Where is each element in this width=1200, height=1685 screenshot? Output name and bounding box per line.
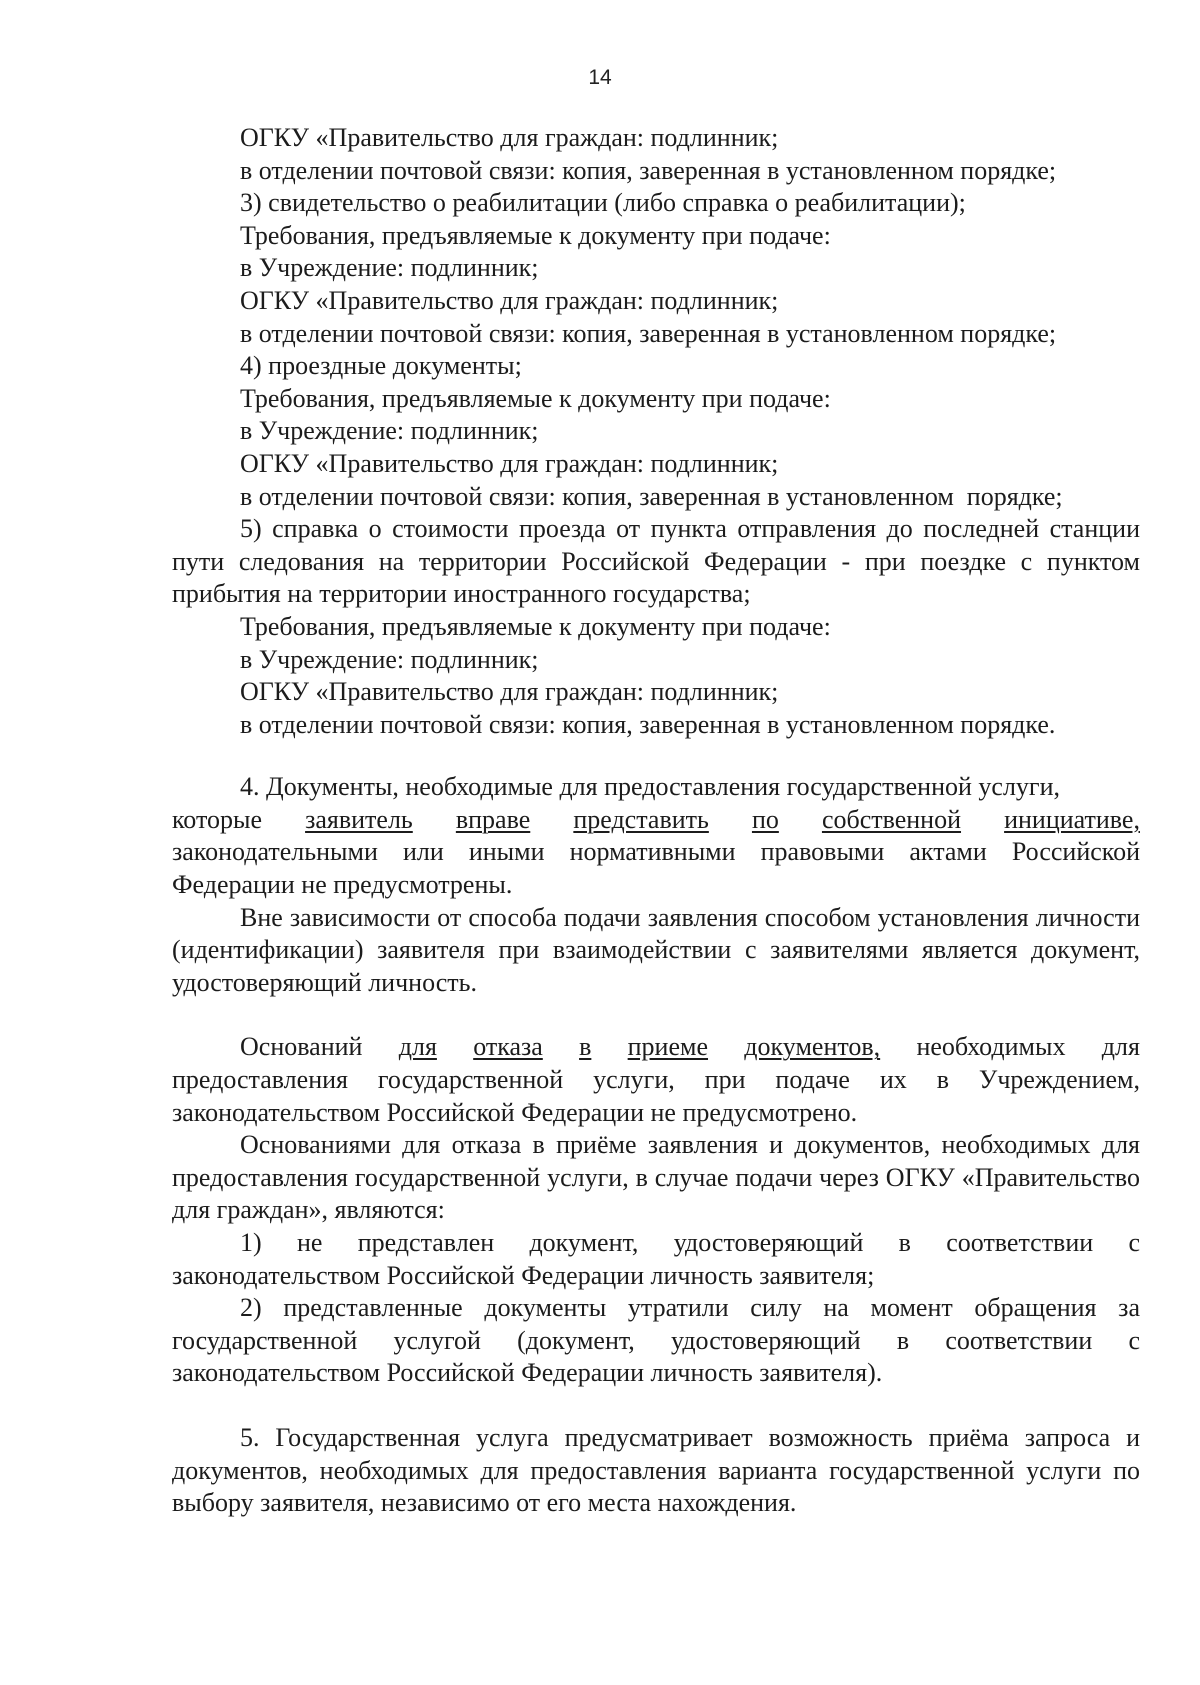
- section-4-heading-line: 4. Документы, необходимые для предоставления государственной услуги,: [240, 772, 1060, 802]
- item-5-paragraph: 5) справка о стоимости проезда от пункта отправления до последней станции пути следования на территории Российской Федерации - при поездке с пунктом прибытия на территории иностранного государства;: [172, 514, 1140, 609]
- underlined-word: вправе: [455, 804, 531, 834]
- page-number: 14: [588, 66, 612, 89]
- section-4-paragraph-2: Вне зависимости от способа подачи заявления способом установления личности (идентификации) заявителя при взаимодействии с заявителями является документ, удостоверяющий личность.: [172, 902, 1140, 997]
- underlined-word: инициативе,: [1004, 804, 1140, 834]
- text-line: в Учреждение: подлинник;: [240, 416, 539, 446]
- text-line: в отделении почтовой связи: копия, заверенная в установленном порядке;: [240, 318, 1057, 348]
- text-line: 4) проездные документы;: [240, 351, 522, 381]
- text-line: в Учреждение: подлинник;: [240, 644, 539, 674]
- underlined-word: в: [579, 1032, 592, 1062]
- section-5-paragraph: 5. Государственная услуга предусматривает возможность приёма запроса и документов, необходимых для предоставления варианта государственной услуги по выбору заявителя, независимо от его места нахождения.: [172, 1422, 1140, 1518]
- underlined-word: приеме: [627, 1032, 709, 1062]
- text-line: ОГКУ «Правительство для граждан: подлинник;: [240, 448, 779, 478]
- underlined-word: представить: [573, 804, 709, 834]
- section-4-continuation: законодательными или иными нормативными правовыми актами Российской Федерации не предусмотрены.: [172, 837, 1140, 900]
- word: которые: [172, 804, 262, 834]
- refusal-paragraph-2: Основаниями для отказа в приёме заявления и документов, необходимых для предоставления государственной услуги, в случае подачи через ОГКУ «Правительство для граждан», являются:: [172, 1130, 1140, 1225]
- text-line: в отделении почтовой связи: копия, заверенная в установленном порядке.: [240, 709, 1056, 739]
- text-line: в отделении почтовой связи: копия, заверенная в установленном порядке;: [240, 481, 1063, 511]
- word: необходимых: [916, 1032, 1066, 1062]
- word: Оснований: [240, 1032, 363, 1062]
- refusal-item-2: 2) представленные документы утратили силу на момент обращения за государственной услугой (документ, удостоверяющий в соответствии с законодательством Российской Федерации личность заявителя).: [172, 1293, 1140, 1388]
- text-line: Требования, предъявляемые к документу при подаче:: [240, 383, 831, 413]
- text-line: 3) свидетельство о реабилитации (либо справка о реабилитации);: [240, 188, 966, 218]
- text-line: ОГКУ «Правительство для граждан: подлинник;: [240, 285, 779, 315]
- word: для: [1101, 1032, 1140, 1062]
- section-5: [172, 1422, 1140, 1520]
- text-line: ОГКУ «Правительство для граждан: подлинник;: [240, 123, 779, 152]
- text-line: ОГКУ «Правительство для граждан: подлинник;: [240, 677, 779, 707]
- underlined-word: собственной: [821, 804, 962, 834]
- refusal-spread-line: [172, 1031, 1140, 1064]
- underlined-word: для: [398, 1032, 437, 1062]
- underlined-word: заявитель: [305, 804, 413, 834]
- refusal-continuation: предоставления государственной услуги, при подаче их в Учреждением, законодательством Российской Федерации не предусмотрено.: [172, 1065, 1140, 1127]
- underlined-word: документов,: [744, 1032, 881, 1062]
- text-line: Требования, предъявляемые к документу при подаче:: [240, 611, 831, 641]
- document-body: [172, 122, 1140, 1520]
- text-line: в Учреждение: подлинник;: [240, 253, 539, 283]
- text-line: Требования, предъявляемые к документу при подаче:: [240, 220, 831, 250]
- section-4: [172, 771, 1140, 999]
- text-line: в отделении почтовой связи: копия, заверенная в установленном порядке;: [240, 155, 1057, 185]
- refusal-section: [172, 1031, 1140, 1390]
- refusal-item-1: 1) не представлен документ, удостоверяющий в соответствии с законодательством Российской Федерации личность заявителя;: [172, 1228, 1140, 1290]
- underlined-word: отказа: [473, 1032, 543, 1062]
- underlined-word: по: [751, 804, 779, 834]
- section-4-spread-line: [172, 804, 1140, 837]
